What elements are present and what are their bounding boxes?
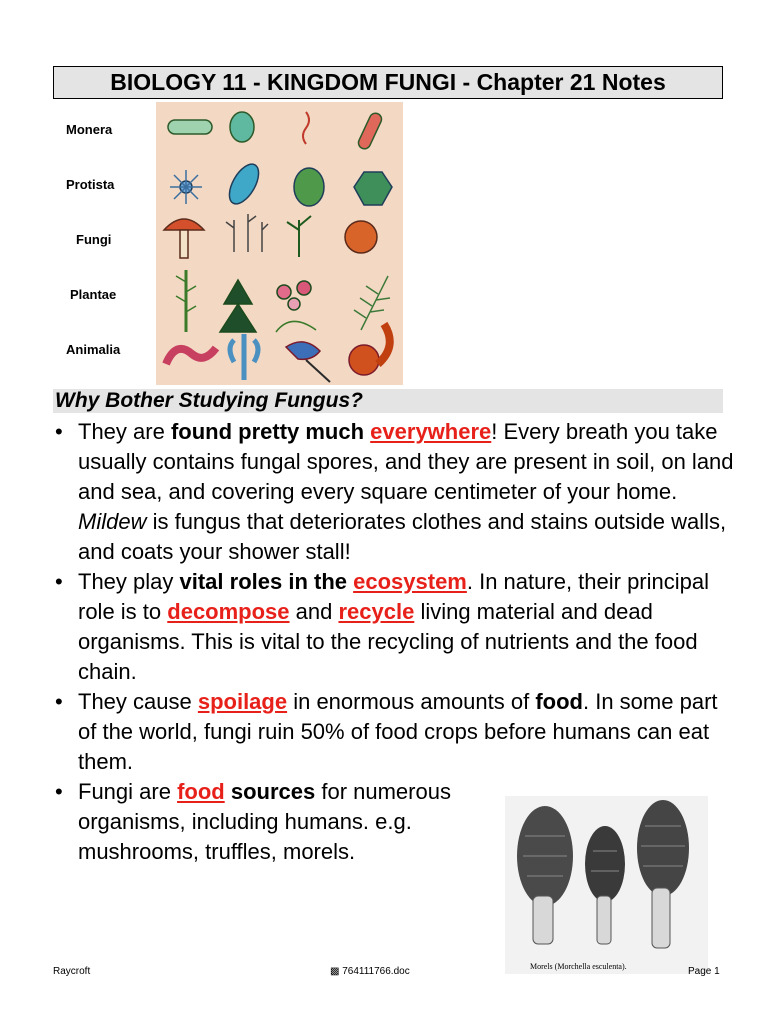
- section-heading: Why Bother Studying Fungus?: [53, 389, 723, 413]
- footer-page-number: Page 1: [688, 966, 720, 977]
- kingdom-organisms-drawing: [156, 102, 403, 385]
- document-icon: ▩: [330, 966, 340, 977]
- list-item: • They are found pretty much everywhere! Every breath you take usually contains fungal spores, and they are present in soil, on land and sea, and covering every square centimeter of your home. Mildew is fungus that deteriorates clothes and stains outside walls, and coats your shower stall!: [53, 417, 738, 567]
- list-item: • They cause spoilage in enormous amounts of food. In some part of the world, fungi ruin 50% of food crops before humans can eat them.: [53, 687, 738, 777]
- kingdom-illustration: [156, 102, 403, 385]
- morels-drawing: [505, 796, 708, 974]
- kingdom-label: Protista: [66, 177, 115, 192]
- kingdom-label: Animalia: [66, 342, 121, 357]
- footer-author: Raycroft: [53, 966, 91, 977]
- list-item: • Fungi are food sources for numerous organisms, including humans. e.g. mushrooms, truffles, morels.: [53, 777, 478, 867]
- kingdom-label: Monera: [66, 122, 113, 137]
- morels-caption: Morels (Morchella esculenta).: [530, 962, 627, 971]
- kingdom-label: Fungi: [76, 232, 112, 247]
- morels-photo: [505, 796, 708, 974]
- list-item: • They play vital roles in the ecosystem. In nature, their principal role is to decompose and recycle living material and dead organisms. This is vital to the recycling of nutrients and the food chain.: [53, 567, 738, 687]
- kingdom-label: Plantae: [70, 287, 117, 302]
- footer-filename: ▩ 764111766.doc: [330, 966, 410, 977]
- page-title: BIOLOGY 11 - KINGDOM FUNGI - Chapter 21 Notes: [53, 66, 723, 99]
